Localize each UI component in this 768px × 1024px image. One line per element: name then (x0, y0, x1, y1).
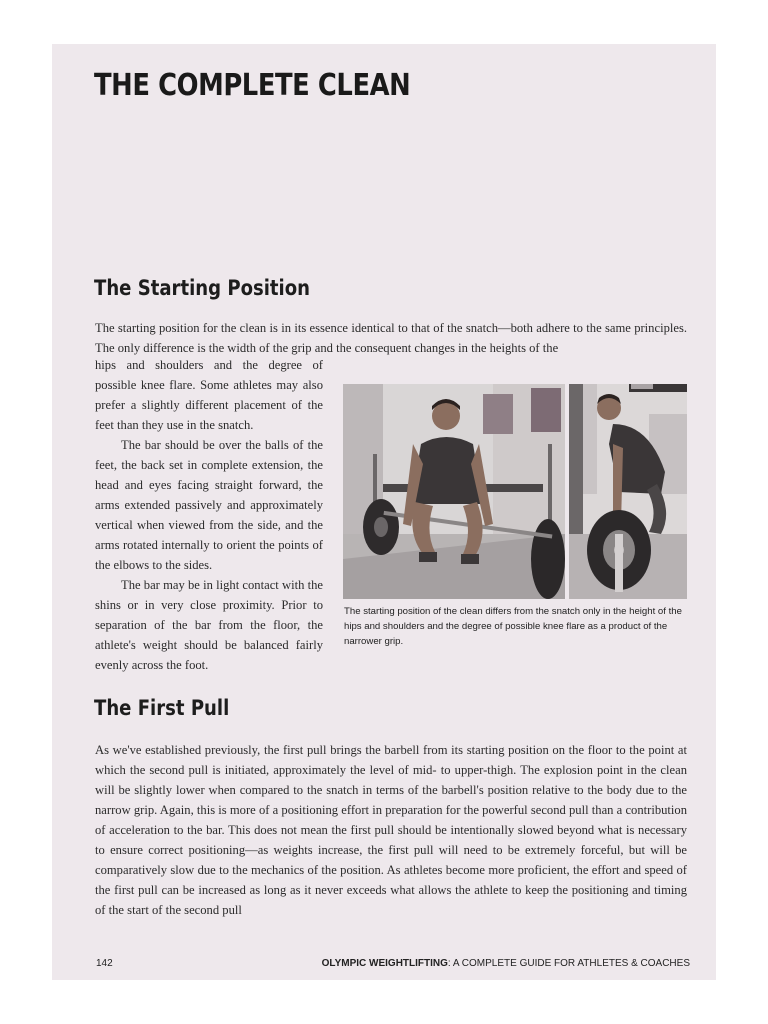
column-paragraph: The bar should be over the balls of the feet, the back set in complete extension, the head and eyes facing straight forward, the arms extended passively and approximately vertical when viewed from the side, and the arms rotated internally to orient the points of the elbows to the sides. (95, 438, 323, 572)
section-heading-first-pull: The First Pull (94, 696, 230, 720)
athlete-side-image (569, 384, 687, 599)
page-number: 142 (96, 958, 113, 969)
book-title-bold: OLYMPIC WEIGHTLIFTING (321, 958, 448, 969)
first-pull-body: As we've established previously, the first pull brings the barbell from its starting position on the floor to the point at which the second pull is initiated, approximately the level of mid- to upper-thigh. The explosion point in the clean will be slightly lower when compared to the snatch in terms of the barbell's position relative to the body due to the narrow grip. Again, this is more of a positioning effort in preparation for the powerful second pull than a contribution of acceleration to the bar. This does not mean the first pull should be intentionally slowed beyond what is necessary to ensure correct positioning—as weights increase, the first pull will need to be extremely forceful, but will be comparatively slow due to the mechanics of the position. As athletes become more proficient, the effort and speed of the first pull can be increased as long as it never exceeds what allows the athlete to keep the positioning and timing of the start of the second pull (95, 743, 687, 917)
section-heading-starting-position: The Starting Position (94, 276, 311, 300)
athlete-front-image (343, 384, 565, 599)
starting-position-column (95, 355, 323, 675)
running-footer-title (322, 958, 690, 969)
book-title-rest: : A COMPLETE GUIDE FOR ATHLETES & COACHES (447, 958, 690, 969)
photo-starting-position-side (569, 384, 687, 599)
photo-starting-position-front (343, 384, 565, 599)
photo-caption: The starting position of the clean differs from the snatch only in the height of the hips and shoulders and the degree of possible knee flare as a product of the narrower grip. (344, 606, 682, 647)
starting-position-intro: The starting position for the clean is in its essence identical to that of the snatch—both adhere to the same principles. The only difference is the width of the grip and the consequent changes in the heights of the (95, 321, 687, 355)
column-paragraph: hips and shoulders and the degree of possible knee flare. Some athletes may also prefer a slightly different placement of the feet than they use in the snatch. (95, 358, 323, 432)
chapter-title: THE COMPLETE CLEAN (94, 68, 411, 103)
column-paragraph: The bar may be in light contact with the shins or in very close proximity. Prior to separation of the bar from the floor, the athlete's weight should be balanced fairly evenly across the foot. (95, 578, 323, 672)
page-footer (96, 958, 690, 972)
book-page (52, 44, 716, 980)
